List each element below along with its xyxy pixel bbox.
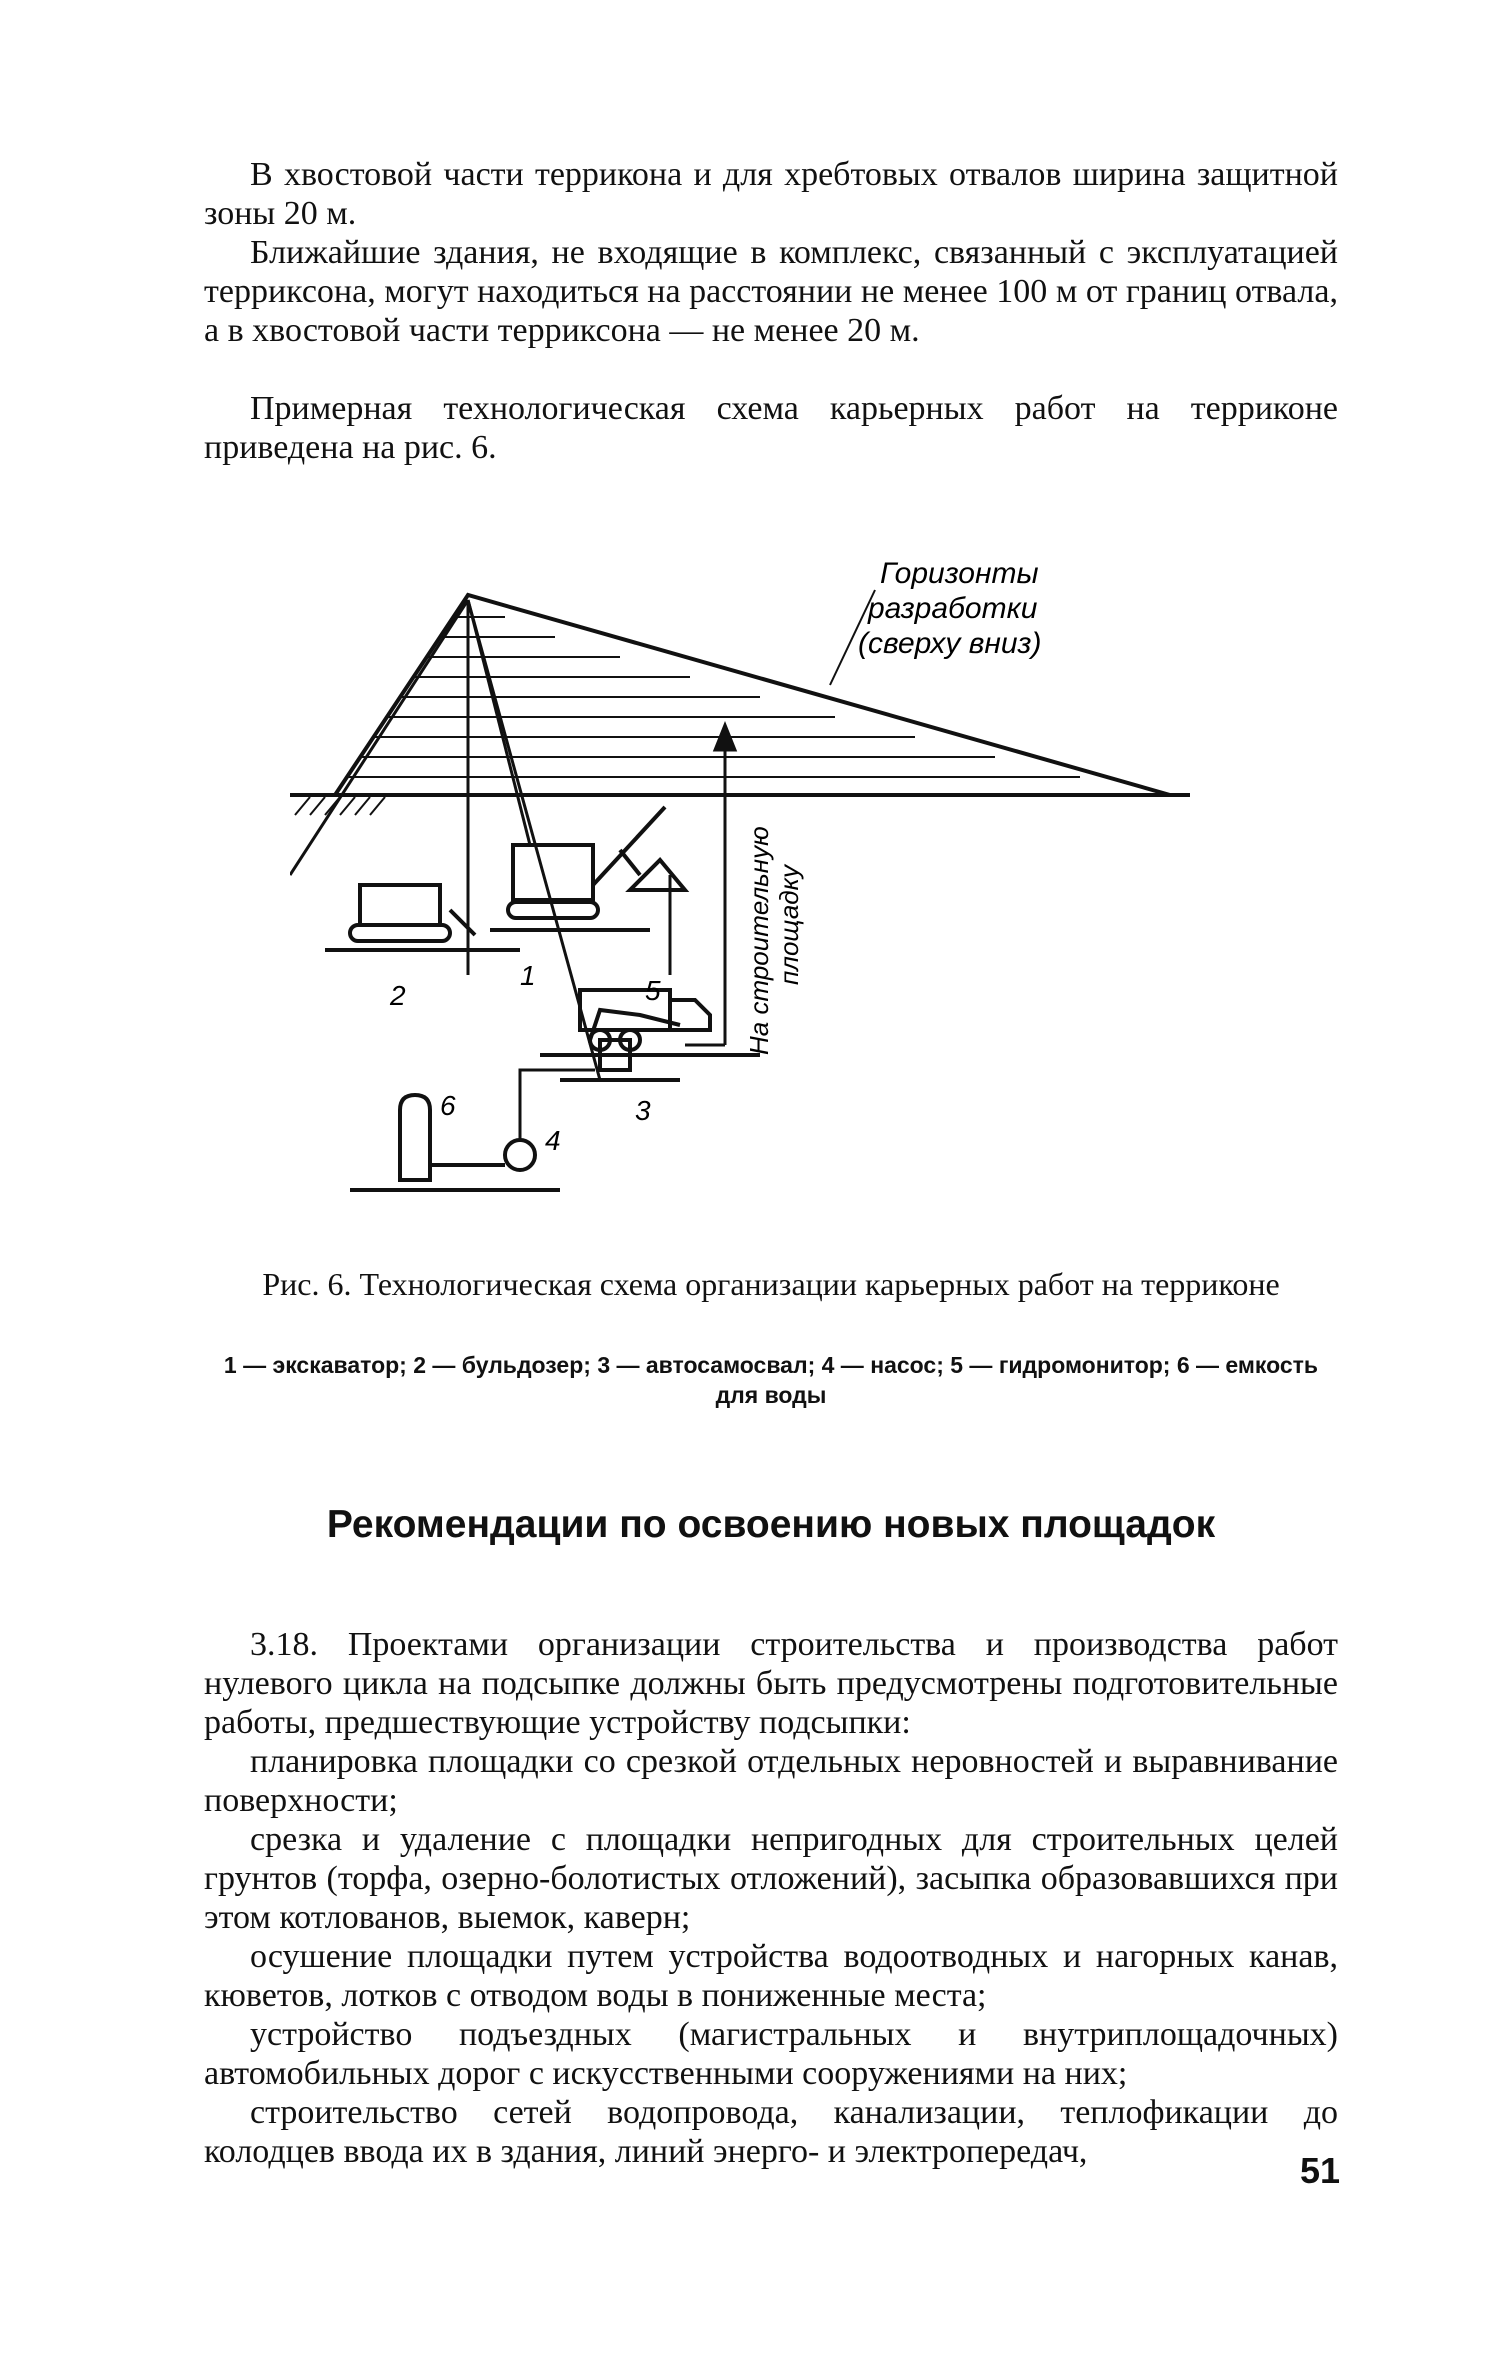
- bulldozer-machine-icon: [350, 885, 475, 941]
- label-excavator: 1: [520, 960, 536, 991]
- paragraph-roads: устройство подъездных (магистральных и внутриплощадочных) автомобильных дорог с искусственными сооружениями на них;: [204, 2016, 1338, 2092]
- label-water-tank: 6: [440, 1090, 456, 1121]
- arrow-label-site: площадку: [774, 865, 804, 985]
- paragraph-3-18: 3.18. Проектами организации строительства и производства работ нулевого цикла на подсыпке должны быть предусмотрены подготовительные работы, предшествующие устройству подсыпки:: [204, 1626, 1338, 1741]
- paragraph-drainage: осушение площадки путем устройства водоотводных и нагорных канав, кюветов, лотков с отводом воды в пониженные места;: [204, 1938, 1338, 2014]
- annotation-top-down: (сверху вниз): [858, 627, 1042, 660]
- paragraph-planning: планировка площадки со срезкой отдельных неровностей и выравнивание поверхности;: [204, 1743, 1338, 1819]
- water-tank-icon: [400, 1095, 430, 1180]
- annotation-development: разработки: [868, 592, 1038, 625]
- label-dump-truck: 3: [635, 1095, 651, 1126]
- paragraph-tail-zone: В хвостовой части террикона и для хребтовых отвалов ширина защитной зоны 20 м.: [204, 156, 1338, 232]
- page-number: 51: [1299, 2150, 1340, 2191]
- paragraph-networks: строительство сетей водопровода, канализации, теплофикации до колодцев ввода их в здания, линий энерго- и электропередач,: [204, 2094, 1338, 2170]
- figure-legend: 1 — экскаватор; 2 — бульдозер; 3 — автосамосвал; 4 — насос; 5 — гидромонитор; 6 — емкость для воды: [223, 1352, 1319, 1408]
- figure-caption: Рис. 6. Технологическая схема организации карьерных работ на терриконе: [262, 1266, 1280, 1302]
- hydromonitor-icon: [590, 1010, 680, 1070]
- paragraph-removal: срезка и удаление с площадки непригодных для строительных целей грунтов (торфа, озерно-болотистых отложений), засыпка образовавшихся при этом котлованов, выемок, каверн;: [204, 1821, 1338, 1936]
- label-bulldozer: 2: [390, 980, 406, 1011]
- pump-icon: [430, 1140, 535, 1170]
- paragraph-nearest-buildings: Ближайшие здания, не входящие в комплекс, связанный с эксплуатацией терриксона, могут находиться на расстоянии не менее 100 м от границ отвала, а в хвостовой части терриксона — не менее 20 м.: [204, 234, 1338, 349]
- terrikon-outline: [335, 595, 1170, 795]
- annotation-horizons: Горизонты: [880, 557, 1039, 590]
- figure-6-left-machines: [300, 820, 720, 1210]
- paragraph-scheme-reference: Примерная технологическая схема карьерных работ на терриконе приведена на рис. 6.: [204, 390, 1338, 466]
- arrow-label-construction-site: На строительную: [744, 826, 774, 1055]
- label-hydromonitor: 5: [645, 975, 661, 1006]
- section-heading: Рекомендации по освоению новых площадок: [326, 1503, 1216, 1546]
- label-pump: 4: [545, 1125, 561, 1156]
